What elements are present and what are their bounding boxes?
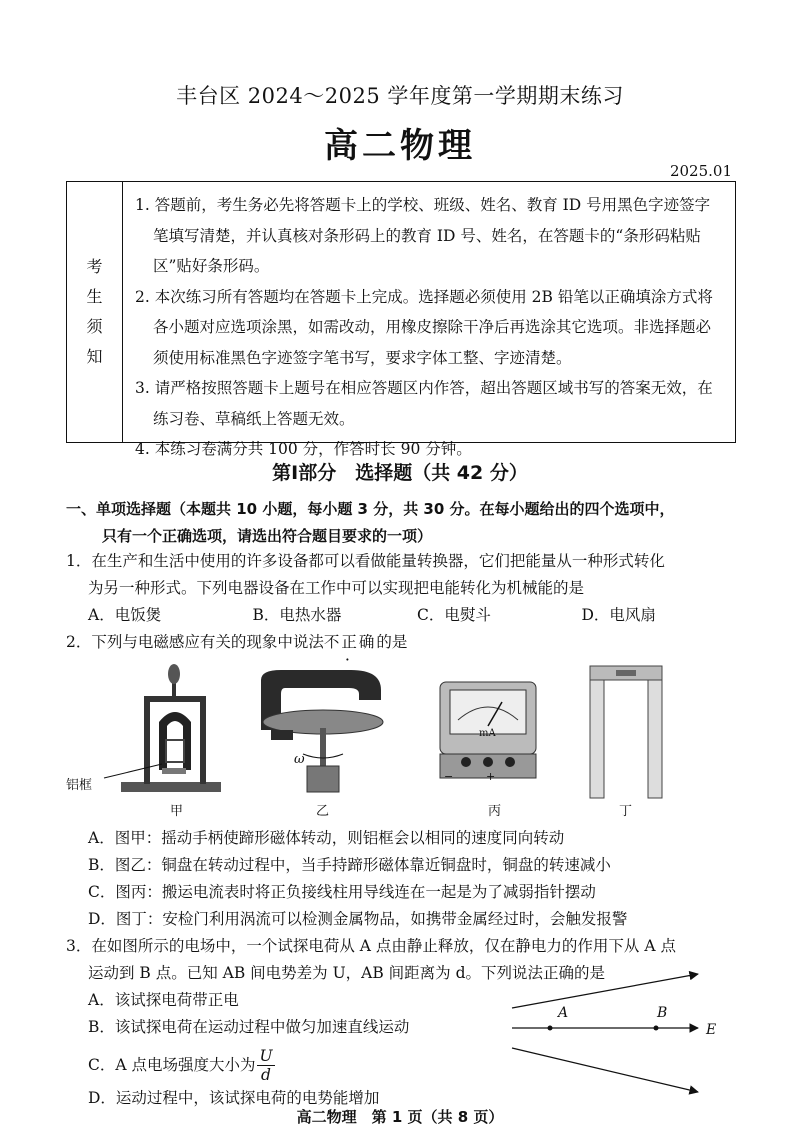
question-stem: 3．在如图所示的电场中，一个试探电荷从 A 点由静止释放，仅在静电力的作用下从 A 点 — [66, 937, 676, 955]
option-a: A．该试探电荷带正电 — [88, 991, 239, 1009]
question-stem: 为另一种形式。下列电器设备在工作中可以实现把电能转化为机械能的是 — [88, 579, 585, 597]
part-instructions — [66, 496, 746, 550]
figure-caption-bing: 丙 — [488, 804, 502, 819]
option-row — [66, 602, 746, 629]
stem-text: 的是 — [376, 633, 408, 651]
notice-item: 2. 本次练习所有答题均在答题卡上完成。选择题必须使用 2B 铅笔以正确填涂方式将各小题对应选项涂黑，如需改动，用橡皮擦除干净后再选涂其它选项。非选择题必须使用标准黑色字迹签字笔书写，要求字体工整、字迹清楚。 — [135, 287, 713, 367]
fraction-numerator: U — [259, 1046, 273, 1065]
omega-label: ω — [294, 752, 305, 767]
point-a-dot — [548, 1026, 553, 1031]
question-2 — [66, 629, 746, 656]
figure-caption-yi: 乙 — [316, 804, 330, 819]
question-stem — [66, 629, 746, 656]
meter-unit-label: mA — [479, 728, 496, 739]
option-c: C．图丙：搬运电流表时将正负接线柱用导线连在一起是为了减弱指针摆动 — [88, 883, 596, 901]
option-c-text: C．A 点电场强度大小为 — [88, 1055, 256, 1074]
notice-label-char: 考 — [86, 257, 103, 276]
field-line-lower — [512, 1048, 698, 1092]
option-d: D．图丁：安检门利用涡流可以检测金属物品，如携带金属经过时，会触发报警 — [88, 910, 628, 928]
notice-label-char: 须 — [86, 317, 103, 336]
figure-caption-jia: 甲 — [170, 804, 184, 819]
meter-terminal-plus: + — [486, 770, 496, 783]
point-a-label: A — [558, 1005, 569, 1021]
notice-body — [135, 190, 725, 465]
part-instructions-line: 一、单项选择题（本题共 10 小题，每小题 3 分，共 30 分。在每小题给出的四个选项中， — [66, 500, 675, 518]
notice-label-char: 知 — [86, 347, 103, 366]
emphasis-text: 不正确 — [323, 633, 377, 651]
option-d: D．电风扇 — [581, 606, 656, 624]
question-2-options — [66, 825, 746, 933]
notice-item: 1. 答题前，考生务必先将答题卡上的学校、班级、姓名、教育 ID 号用黑色字迹签字笔填写清楚，并认真核对条形码上的教育 ID 号、姓名，在答题卡的“条形码粘贴区”贴好条形码。 — [135, 196, 711, 275]
figure-yi-copper-disc — [241, 670, 401, 800]
section-heading: 第Ⅰ部分 选择题（共 42 分） — [272, 462, 528, 484]
option-c: C．电熨斗 — [417, 606, 491, 624]
figure-ding-security-gate — [586, 664, 666, 800]
option-b: B．该试探电荷在运动过程中做匀加速直线运动 — [88, 1018, 410, 1036]
point-b-dot — [654, 1026, 659, 1031]
field-e-label: E — [706, 1022, 717, 1038]
field-line-upper — [512, 974, 698, 1008]
figure-row — [66, 660, 746, 820]
notice-item: 4. 本练习卷满分共 100 分，作答时长 90 分钟。 — [135, 440, 472, 458]
exam-subtitle: 丰台区 2024～2025 学年度第一学期期末练习 — [176, 84, 624, 108]
option-d: D．运动过程中，该试探电荷的电势能增加 — [88, 1089, 380, 1107]
notice-label — [67, 182, 123, 442]
page-footer: 高二物理 第 1 页（共 8 页） — [296, 1108, 504, 1126]
exam-title: 高二物理 — [324, 126, 476, 166]
exam-date: 2025.01 — [669, 162, 732, 180]
question-stem: 运动到 B 点。已知 AB 间电势差为 U，AB 间距离为 d。下列说法正确的是 — [88, 964, 606, 982]
question-stem: 1．在生产和生活中使用的许多设备都可以看做能量转换器，它们把能量从一种形式转化 — [66, 552, 665, 570]
fraction-u-over-d — [257, 1047, 274, 1084]
option-a: A．图甲：摇动手柄使蹄形磁体转动，则铝框会以相同的速度同向转动 — [88, 829, 565, 847]
notice-label-char: 生 — [86, 287, 103, 306]
stem-text: 2．下列与电磁感应有关的现象中说法 — [66, 633, 324, 651]
point-b-label: B — [657, 1005, 668, 1021]
option-b: B．电热水器 — [252, 606, 342, 624]
figure-label-aluminum-frame: 铝框 — [66, 778, 93, 793]
part-instructions-line: 只有一个正确选项，请选出符合题目要求的一项） — [102, 527, 433, 545]
notice-box — [66, 181, 736, 458]
figure-caption-ding: 丁 — [619, 804, 633, 819]
question-1 — [66, 548, 746, 629]
electric-field-diagram — [508, 968, 718, 1100]
option-a: A．电饭煲 — [88, 606, 162, 624]
fraction-denominator: d — [261, 1065, 271, 1084]
option-b: B．图乙：铜盘在转动过程中，当手持蹄形磁体靠近铜盘时，铜盘的转速减小 — [88, 856, 611, 874]
notice-item: 3. 请严格按照答题卡上题号在相应答题区内作答，超出答题区域书写的答案无效，在练习卷、草稿纸上答题无效。 — [135, 379, 713, 428]
meter-terminal-minus: − — [444, 770, 454, 783]
